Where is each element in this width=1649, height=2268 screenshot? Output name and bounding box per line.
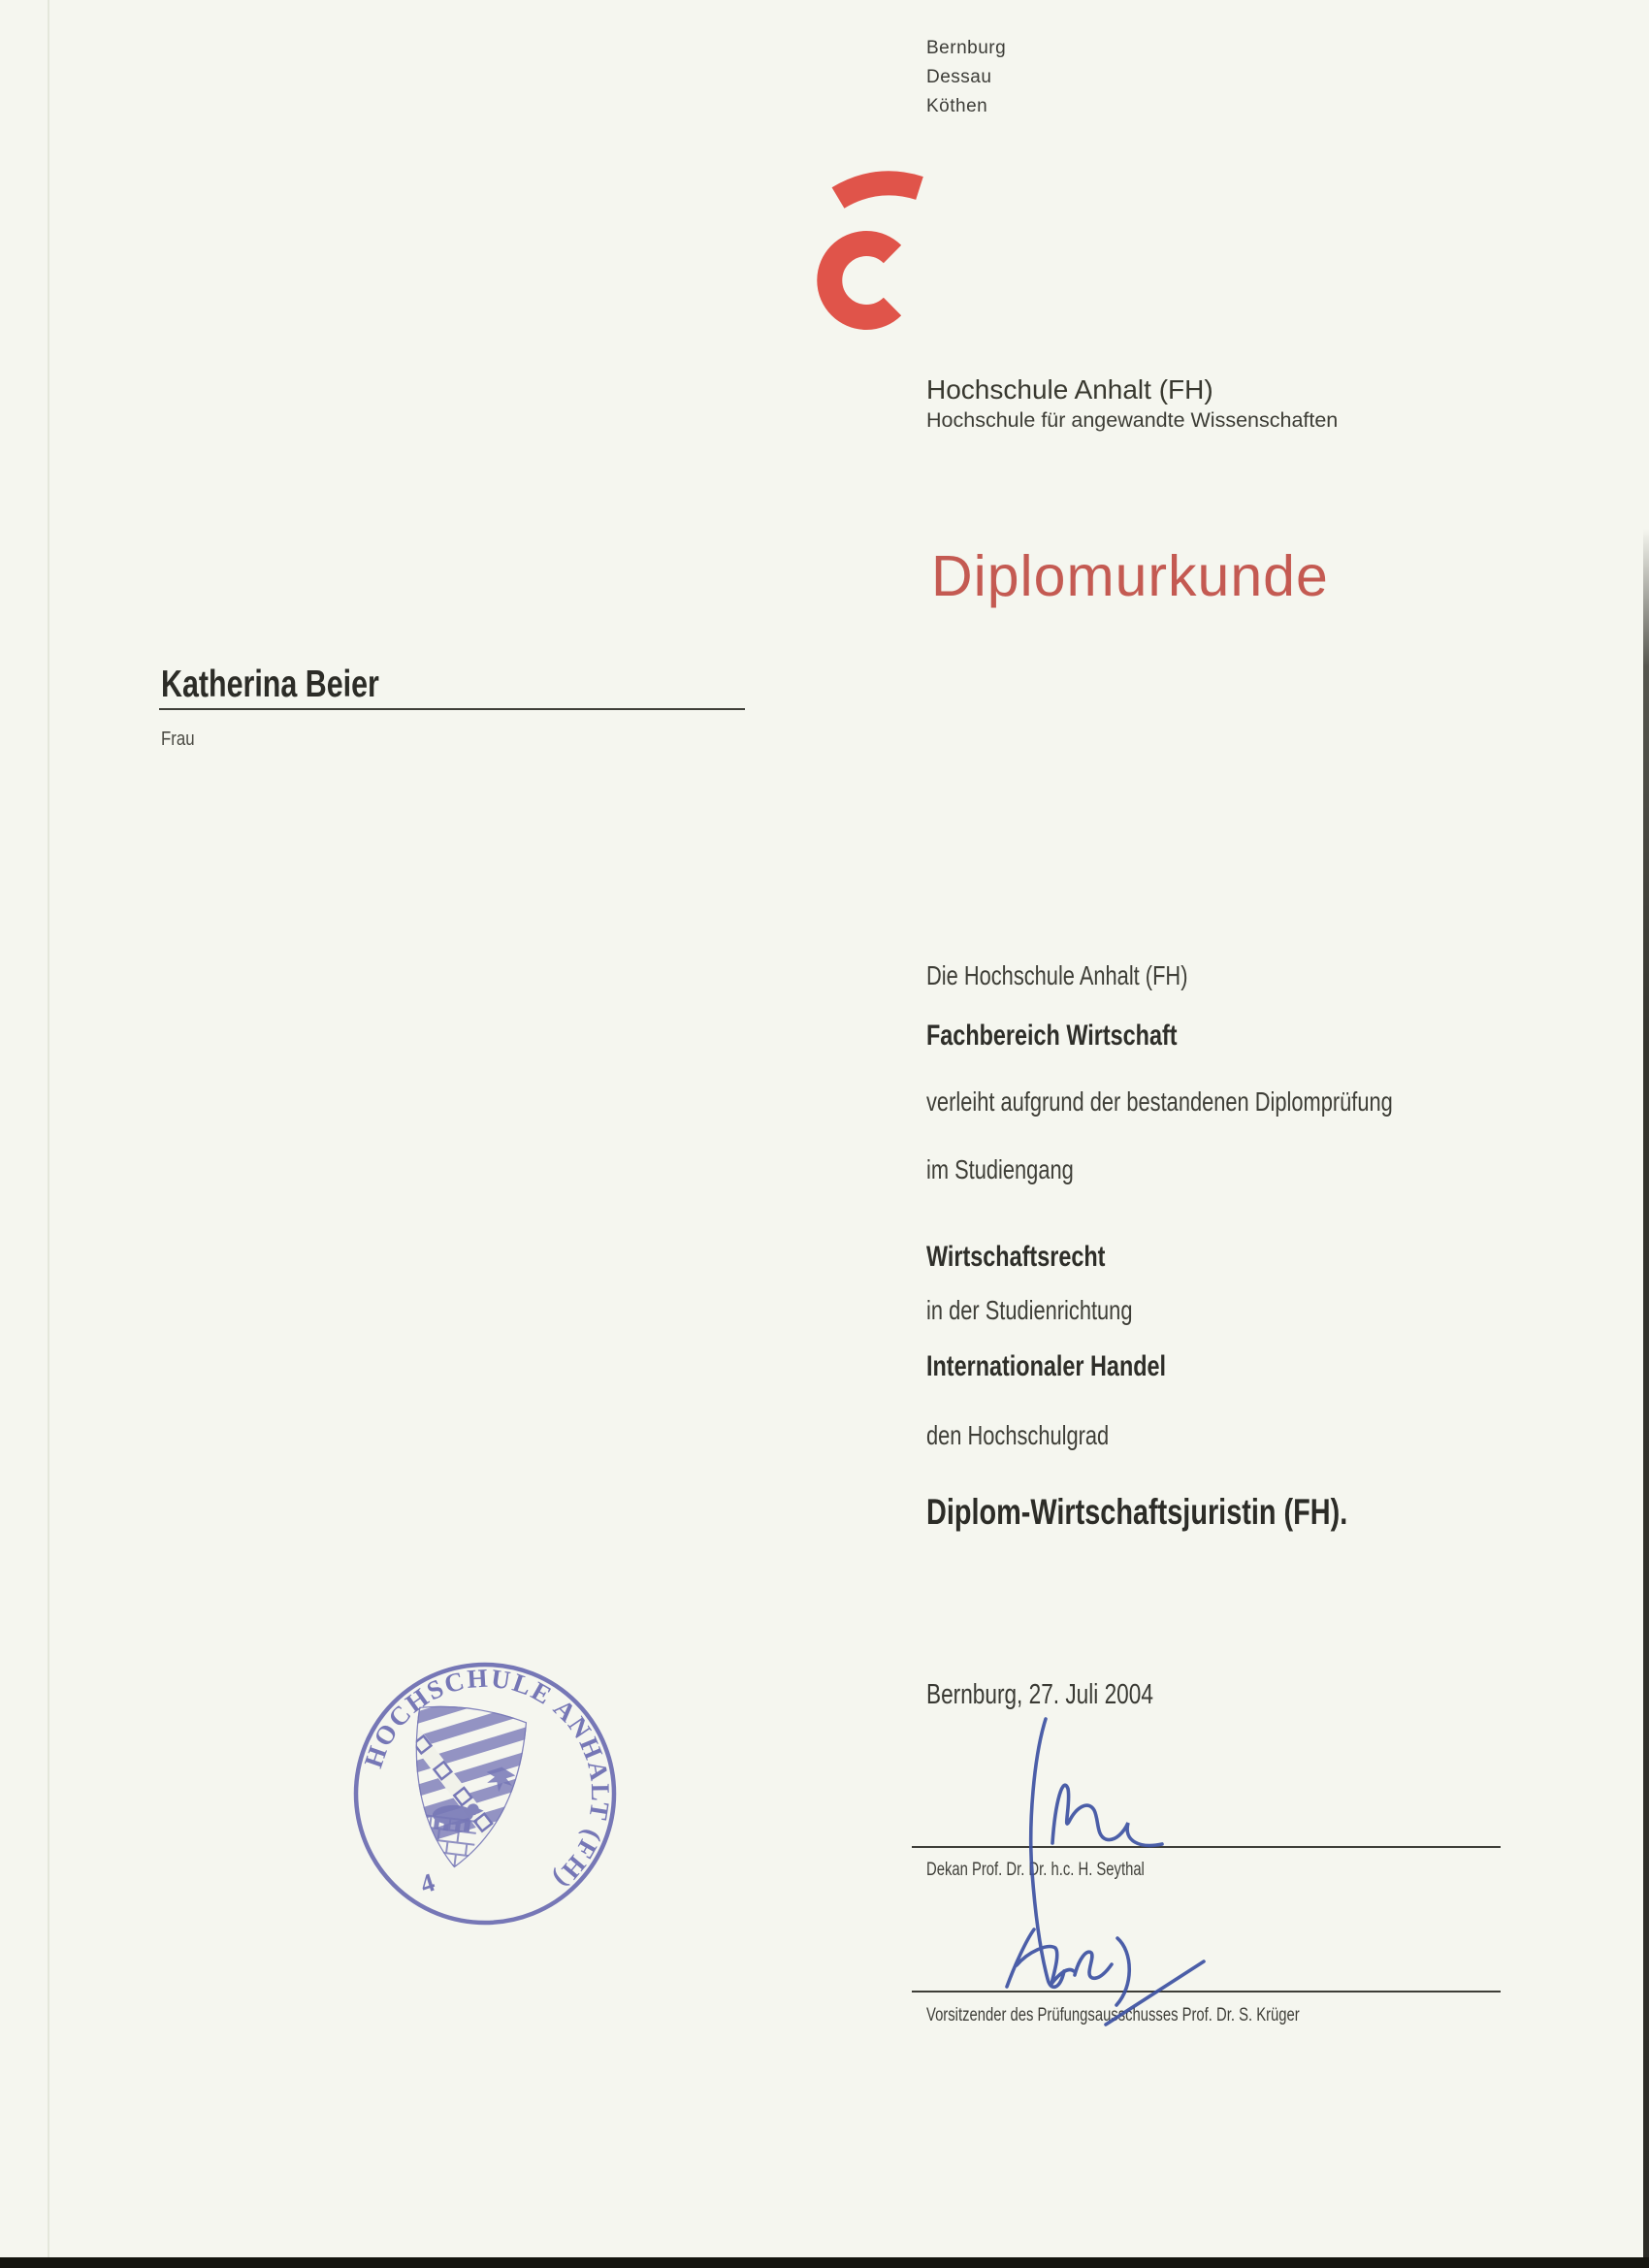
body-line: in der Studienrichtung [926,1295,1133,1325]
scan-bottom-edge [0,2257,1649,2268]
stamp-ring-text: HOCHSCHULE ANHALT (FH) [358,1663,616,1895]
recipient-name: Katherina Beier [161,664,379,705]
city-dessau: Dessau [926,67,992,87]
body-line: Wirtschaftsrecht [926,1241,1106,1273]
recipient-name-underline [159,708,745,710]
document-title: Diplomurkunde [931,544,1329,608]
body-line: Die Hochschule Anhalt (FH) [926,960,1188,990]
institution-name: Hochschule Anhalt (FH) [926,374,1213,405]
scan-fold-line [48,0,49,2268]
university-logo-icon [815,165,931,340]
chairman-signature-label: Vorsitzender des Prüfungsausschusses Prof. Dr. S. Krüger [926,2005,1300,2025]
city-bernburg: Bernburg [926,38,1007,58]
body-line: Fachbereich Wirtschaft [926,1020,1178,1052]
university-seal-stamp [344,1649,635,1940]
body-line: im Studiengang [926,1154,1074,1184]
place-date-line: Bernburg, 27. Juli 2004 [926,1679,1153,1710]
city-koethen: Köthen [926,96,988,116]
body-line: den Hochschulgrad [926,1420,1110,1450]
body-line: verleiht aufgrund der bestandenen Diplomprüfung [926,1086,1393,1117]
recipient-salutation: Frau [161,729,195,750]
chairman-signature-ink [1007,1929,1034,1987]
stamp-number: 4 [416,1867,438,1899]
body-line: Internationaler Handel [926,1350,1167,1382]
handwritten-signatures [970,1707,1242,2037]
institution-subtitle: Hochschule für angewandte Wissenschaften [926,408,1339,432]
scan-right-edge-shadow [1643,529,1649,2257]
degree-grade-line: Diplom-Wirtschaftsjuristin (FH). [926,1492,1348,1532]
dean-signature-label: Dekan Prof. Dr. Dr. h.c. H. Seythal [926,1860,1145,1880]
